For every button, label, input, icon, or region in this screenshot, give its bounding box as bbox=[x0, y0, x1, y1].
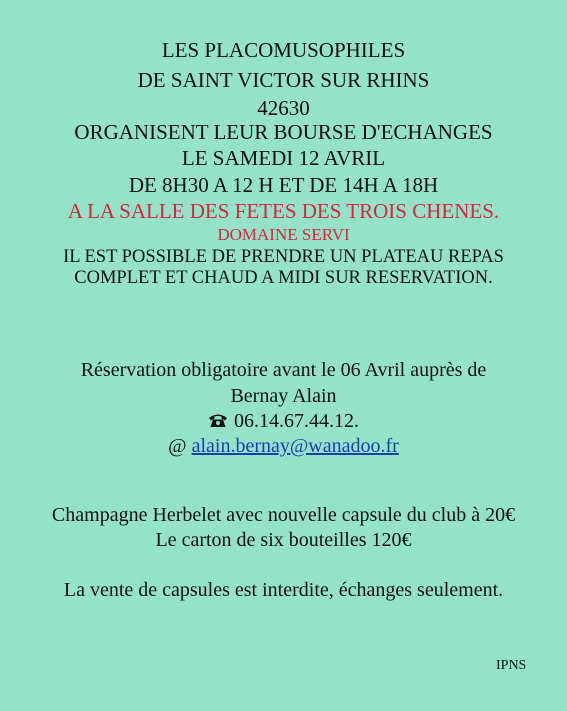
contact-name: Bernay Alain bbox=[230, 385, 337, 407]
postal-code: 42630 bbox=[257, 96, 310, 120]
champagne-carton: Le carton de six bouteilles 120€ bbox=[155, 529, 412, 551]
club-location: DE SAINT VICTOR SUR RHINS bbox=[137, 68, 430, 92]
meal-info-line1: IL EST POSSIBLE DE PRENDRE UN PLATEAU REPAS bbox=[63, 247, 504, 267]
event-hours: DE 8H30 A 12 H ET DE 14H A 18H bbox=[128, 173, 439, 197]
domaine-servi: DOMAINE SERVI bbox=[217, 225, 350, 244]
at-sign: @ bbox=[168, 435, 192, 457]
meal-info-line2: COMPLET ET CHAUD A MIDI SUR RESERVATION. bbox=[74, 268, 493, 288]
phone-line bbox=[0, 411, 567, 431]
ipns-mark: IPNS bbox=[496, 658, 527, 673]
email-link[interactable]: alain.bernay@wanadoo.fr bbox=[191, 435, 399, 457]
phone-number: 06.14.67.44.12. bbox=[234, 410, 359, 432]
telephone-icon bbox=[208, 412, 228, 428]
venue-location: A LA SALLE DES FETES DES TROIS CHENES. bbox=[67, 199, 500, 223]
event-title: ORGANISENT LEUR BOURSE D'ECHANGES bbox=[74, 120, 493, 144]
champagne-offer: Champagne Herbelet avec nouvelle capsule du club à 20€ bbox=[51, 504, 516, 526]
reservation-text: Réservation obligatoire avant le 06 Avril auprès de bbox=[80, 359, 487, 381]
sales-notice: La vente de capsules est interdite, échanges seulement. bbox=[63, 579, 504, 601]
club-name: LES PLACOMUSOPHILES bbox=[161, 38, 406, 62]
event-date: LE SAMEDI 12 AVRIL bbox=[181, 146, 386, 170]
email-line bbox=[0, 436, 567, 456]
